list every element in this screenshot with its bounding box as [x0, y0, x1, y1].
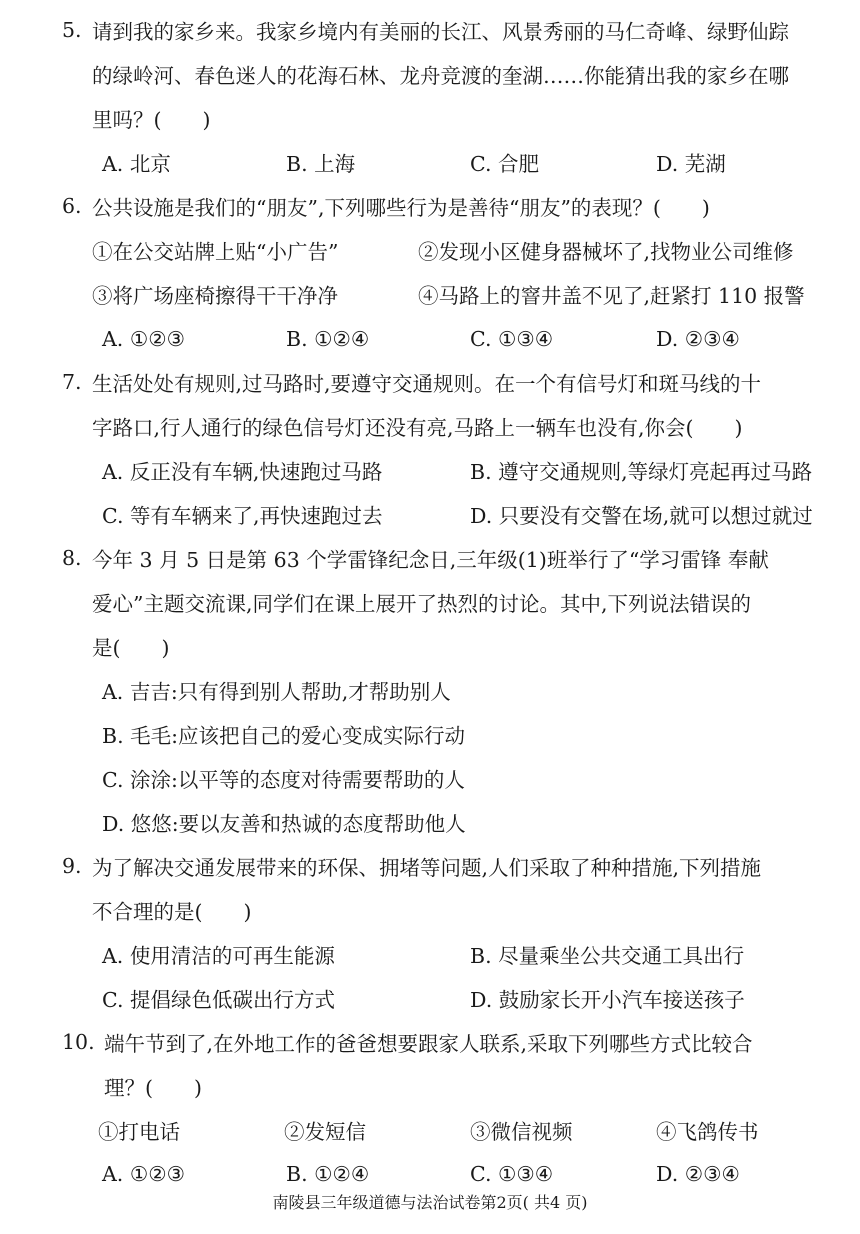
option-d: D. 芜湖 [656, 152, 726, 176]
question-text-line: 公共设施是我们的“朋友”,下列哪些行为是善待“朋友”的表现？( ) [92, 196, 710, 220]
question-number: 9. [62, 854, 82, 878]
statement-item-1: ①打电话 [98, 1120, 180, 1144]
question-text-line: 里吗？( ) [92, 108, 211, 132]
question-number: 5. [62, 18, 82, 42]
option-d: D. ②③④ [656, 327, 740, 351]
statement-item-2: ②发短信 [284, 1120, 366, 1144]
question-text-line: 理？( ) [104, 1076, 202, 1100]
option-a: A. 北京 [102, 152, 171, 176]
option-a: A. ①②③ [102, 327, 185, 351]
statement-item-1: ①在公交站牌上贴“小广告” [92, 240, 339, 264]
question-number: 6. [62, 194, 82, 218]
question-text-line: 端午节到了,在外地工作的爸爸想要跟家人联系,采取下列哪些方式比较合 [104, 1032, 753, 1056]
option-d: D. 鼓励家长开小汽车接送孩子 [470, 988, 745, 1012]
question-text-line: 为了解决交通发展带来的环保、拥堵等问题,人们采取了种种措施,下列措施 [92, 856, 762, 880]
option-a: A. 使用清洁的可再生能源 [102, 944, 335, 968]
option-a: A. 吉吉:只有得到别人帮助,才帮助别人 [102, 680, 451, 704]
question-number: 10. [62, 1030, 95, 1054]
option-b: B. ①②④ [286, 327, 370, 351]
statement-item-3: ③微信视频 [470, 1120, 573, 1144]
option-a: A. 反正没有车辆,快速跑过马路 [102, 460, 383, 484]
option-c: C. 涂涂:以平等的态度对待需要帮助的人 [102, 768, 465, 792]
option-c: C. 提倡绿色低碳出行方式 [102, 988, 335, 1012]
option-a: A. ①②③ [102, 1162, 185, 1186]
option-c: C. ①③④ [470, 1162, 554, 1186]
question-text-line: 的绿岭河、春色迷人的花海石林、龙舟竞渡的奎湖……你能猜出我的家乡在哪 [92, 64, 789, 88]
option-b: B. 毛毛:应该把自己的爱心变成实际行动 [102, 724, 466, 748]
question-text-line: 是( ) [92, 636, 170, 660]
option-c: C. 合肥 [470, 152, 539, 176]
statement-item-4: ④飞鸽传书 [656, 1120, 759, 1144]
statement-item-4: ④马路上的窨井盖不见了,赶紧打 110 报警 [418, 284, 805, 308]
option-b: B. ①②④ [286, 1162, 370, 1186]
option-b: B. 尽量乘坐公共交通工具出行 [470, 944, 745, 968]
question-text-line: 生活处处有规则,过马路时,要遵守交通规则。在一个有信号灯和斑马线的十 [92, 372, 762, 396]
option-b: B. 上海 [286, 152, 356, 176]
statement-item-3: ③将广场座椅擦得干干净净 [92, 284, 338, 308]
option-c: C. ①③④ [470, 327, 554, 351]
question-text-line: 字路口,行人通行的绿色信号灯还没有亮,马路上一辆车也没有,你会( ) [92, 416, 743, 440]
option-d: D. 悠悠:要以友善和热诚的态度帮助他人 [102, 812, 466, 836]
question-text-line: 今年 3 月 5 日是第 63 个学雷锋纪念日,三年级(1)班举行了“学习雷锋 奉献 [92, 548, 769, 572]
question-text-line: 请到我的家乡来。我家乡境内有美丽的长江、风景秀丽的马仁奇峰、绿野仙踪 [92, 20, 789, 44]
option-d: D. 只要没有交警在场,就可以想过就过 [470, 504, 813, 528]
page-footer: 南陵县三年级道德与法治试卷第2页( 共4 页) [272, 1193, 588, 1212]
question-text-line: 爱心”主题交流课,同学们在课上展开了热烈的讨论。其中,下列说法错误的 [92, 592, 752, 616]
question-number: 8. [62, 546, 82, 570]
question-number: 7. [62, 370, 82, 394]
option-c: C. 等有车辆来了,再快速跑过去 [102, 504, 383, 528]
option-b: B. 遵守交通规则,等绿灯亮起再过马路 [470, 460, 813, 484]
question-text-line: 不合理的是( ) [92, 900, 252, 924]
option-d: D. ②③④ [656, 1162, 740, 1186]
statement-item-2: ②发现小区健身器械坏了,找物业公司维修 [418, 240, 794, 264]
